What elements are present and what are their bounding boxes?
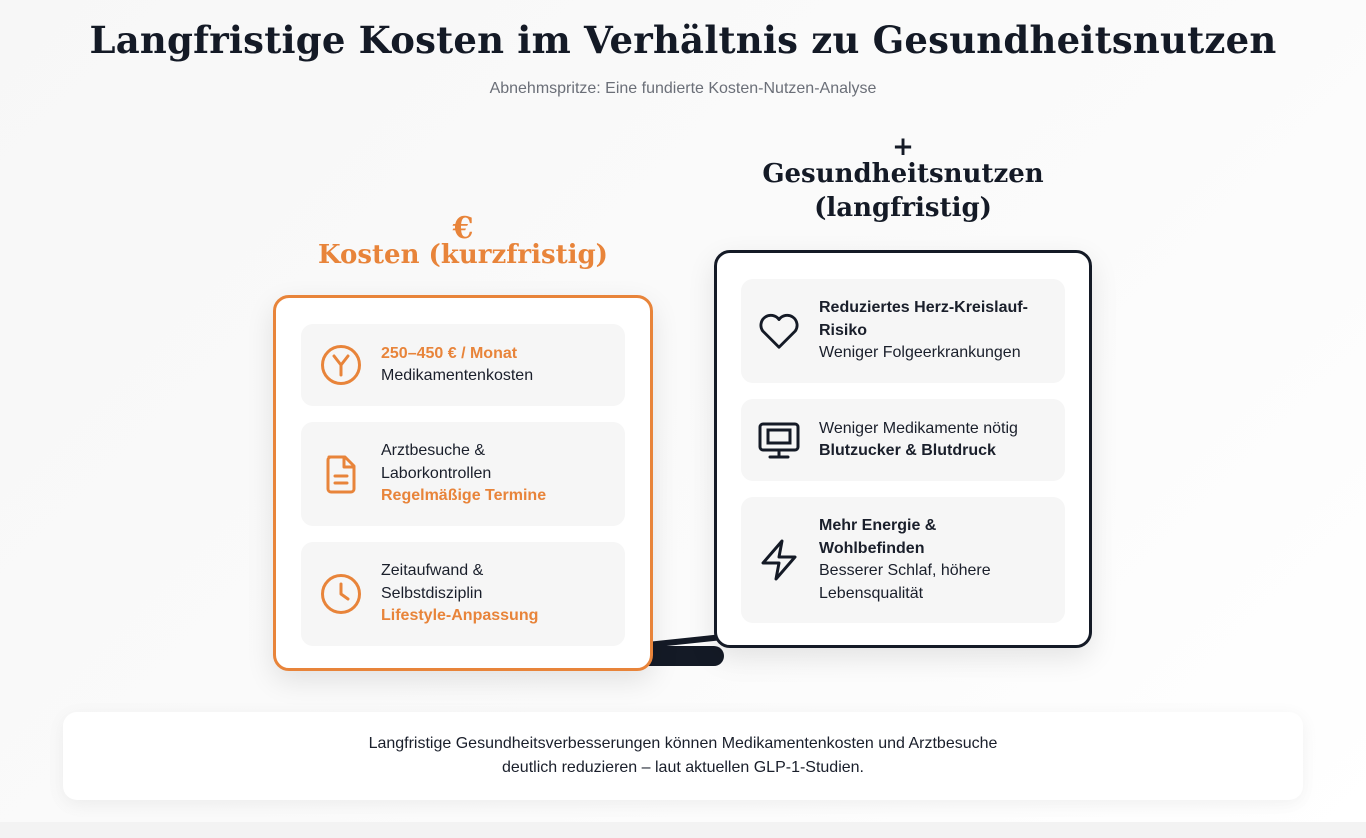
cost-label-line2: Laborkontrollen [381,464,492,482]
benefit-item-medication [741,399,1065,481]
y-coin-icon [319,343,363,387]
plus-symbol: + [892,132,914,162]
document-icon [319,452,363,496]
benefit-note-line2: Lebensqualität [819,584,924,602]
clock-icon [319,572,363,616]
costs-card [273,295,653,671]
lightning-icon [757,538,801,582]
balance-beam [648,646,724,666]
page-subtitle: Abnehmspritze: Eine fundierte Kosten-Nutzen-Analyse [489,80,877,97]
cost-label: Medikamentenkosten [381,367,534,384]
benefit-note-line1: Besserer Schlaf, höhere [819,562,991,579]
benefit-item-heart [741,279,1065,383]
cost-note: Lifestyle-Anpassung [381,607,539,625]
heart-icon [757,309,801,353]
cost-label-line1: Zeitaufwand & [381,562,484,580]
cost-price: 250–450 € / Monat [381,344,518,362]
benefit-title-line2: Wohlbefinden [819,539,925,557]
footer-line1: Langfristige Gesundheitsverbesserungen können Medikamentenkosten und Arztbesuche [368,735,998,752]
monitor-icon [757,418,801,462]
benefits-heading [714,134,1092,228]
benefits-card [714,250,1092,648]
benefit-title-line2: Risiko [819,321,868,339]
benefit-item-energy [741,497,1065,623]
cost-item-doctor [301,422,625,526]
footer-line2: deutlich reduzieren – laut aktuellen GLP-1-Studien. [502,759,864,776]
costs-heading [273,211,653,270]
euro-symbol: € [452,211,474,246]
cost-label-line1: Arztbesuche & [381,442,486,460]
benefit-note: Blutzucker & Blutdruck [819,442,996,459]
benefit-title-line1: Mehr Energie & [819,517,937,534]
cost-label-line2: Selbstdisziplin [381,584,483,602]
footer-note [63,712,1303,800]
costs-heading-label: Kosten (kurzfristig) [318,240,608,270]
benefits-heading-line1: Gesundheitsnutzen [762,159,1044,189]
benefit-title: Weniger Medikamente nötig [819,419,1018,437]
bottom-strip [0,822,1366,838]
cost-item-medication [301,324,625,406]
cost-note: Regelmäßige Termine [381,487,547,505]
benefit-title-line1: Reduziertes Herz-Kreislauf- [819,299,1028,317]
benefit-note: Weniger Folgeerkrankungen [819,344,1021,362]
page-title: Langfristige Kosten im Verhältnis zu Gesundheitsnutzen [89,18,1277,62]
cost-item-time [301,542,625,646]
benefits-heading-line2: (langfristig) [814,193,992,223]
